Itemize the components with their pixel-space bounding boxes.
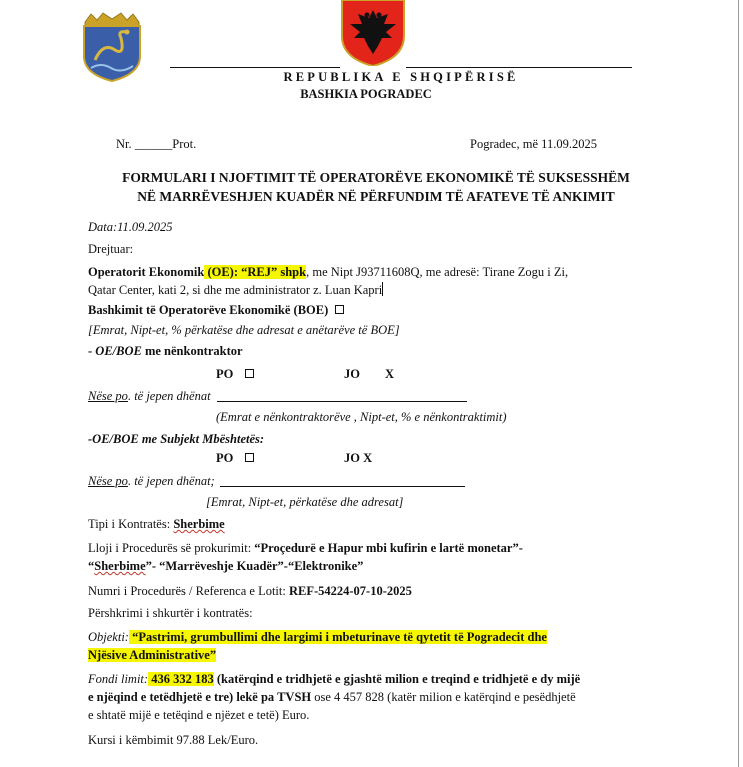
header-rule-right	[406, 67, 632, 68]
operator-details-1: , me Nipt J93711608Q, me adresë: Tirane Zogu i Zi,	[306, 265, 569, 279]
short-description-label: Përshkrimi i shkurtër i kontratës:	[88, 606, 253, 620]
sub-note: (Emrat e nënkontraktorëve , Nipt-et, % e nënkontraktimit)	[216, 410, 507, 424]
form-title-line-1: FORMULARI I NJOFTIMIT TË OPERATORËVE EKONOMIKË TË SUKSESSHËM	[122, 170, 630, 185]
addressed-to-label: Drejtuar:	[88, 242, 134, 256]
boe-note: [Emrat, Nipt-et, % përkatëse dhe adresat e anëtarëve të BOE]	[88, 323, 400, 337]
republic-heading: REPUBLIKA E SHQIPËRISË	[283, 70, 519, 84]
nr-blank: ______	[134, 137, 173, 151]
reference-value: REF-54224-07-10-2025	[288, 584, 412, 598]
subcontractor-heading: - OE/BOE me nënkontraktor	[88, 344, 243, 358]
fund-value: 436 332 183	[148, 672, 214, 686]
support-jo-option: JO X	[344, 451, 373, 465]
fund-label: Fondi limit:	[88, 672, 149, 686]
object-line-1	[88, 630, 646, 645]
contract-type-value: Sherbime	[173, 517, 225, 531]
protocol-number	[116, 137, 196, 152]
boe-label: Bashkimit të Operatorëve Ekonomikë (BOE)	[88, 303, 329, 317]
object-label: Objekti:	[88, 630, 129, 644]
support-po-option: PO	[216, 451, 254, 466]
boe-checkbox[interactable]	[335, 305, 344, 314]
sub-x-mark: X	[384, 367, 395, 381]
sub-jo-option: JO X	[344, 367, 395, 381]
object-text-2: Njësive Administrative”	[88, 648, 217, 662]
operator-label: Operatorit Ekonomik	[88, 265, 205, 279]
albania-coat-of-arms-icon	[340, 0, 406, 66]
operator-details-2: Qatar Center, kati 2, si dhe me administrator z. Luan Kapri	[88, 283, 383, 297]
fund-line-2: e njëqind e tetëdhjetë e tre) lekë pa TVSH ose 4 457 828 (katër milion e katërqind e pesëdhjetë	[88, 690, 576, 704]
fund-line-1: Fondi limit: 436 332 183 (katërqind e tridhjetë e gjashtë milion e treqind e tridhjetë e dy mijë	[88, 672, 581, 686]
sub-po-checkbox[interactable]	[245, 369, 254, 378]
contract-type: Tipi i Kontratës: Sherbime	[88, 517, 225, 531]
procedure-line-1: Lloji i Procedurës së prokurimit: “Proçedurë e Hapur mbi kufirin e lartë monetar”-	[88, 541, 523, 555]
text-cursor	[382, 282, 383, 296]
municipality-heading: BASHKIA POGRADEC	[300, 87, 432, 101]
support-details-line[interactable]	[220, 486, 465, 487]
pogradec-coat-of-arms-icon	[81, 12, 143, 82]
operator-line-1	[88, 265, 568, 280]
operator-name-highlight: (OE): “REJ” shpk	[204, 265, 307, 279]
fund-line-3: e shtatë mijë e tetëqind e njëzet e tetë) Euro.	[88, 708, 310, 722]
sub-po-option: PO	[216, 367, 254, 382]
operator-line-2	[88, 282, 383, 298]
object-line-2	[88, 648, 216, 663]
place-date: Pogradec, më 11.09.2025	[470, 137, 597, 151]
sub-details-line[interactable]	[217, 401, 467, 402]
procedure-line-2: “Sherbime”- “Marrëveshje Kuadër”-“Elektronike”	[88, 559, 364, 573]
object-text-1: “Pastrimi, grumbullimi dhe largimi i mbeturinave të qytetit të Pogradecit dhe	[128, 630, 547, 644]
exchange-rate: Kursi i këmbimit 97.88 Lek/Euro.	[88, 733, 259, 747]
support-po-checkbox[interactable]	[245, 453, 254, 462]
support-if-yes: Nëse po. të jepen dhënat;	[88, 474, 215, 488]
sub-if-yes: Nëse po. të jepen dhënat	[88, 389, 211, 403]
support-note: [Emrat, Nipt-et, përkatëse dhe adresat]	[206, 495, 404, 509]
nr-label: Nr.	[116, 137, 135, 151]
form-title-line-2: NË MARRËVESHJEN KUADËR NË PËRFUNDIM TË AFATEVE TË ANKIMIT	[137, 189, 615, 204]
header-rule-left	[170, 67, 340, 68]
prot-label: Prot.	[172, 137, 197, 151]
support-subject-heading: -OE/BOE me Subjekt Mbështetës:	[88, 432, 265, 446]
boe-line	[88, 303, 344, 318]
document-date: Data:11.09.2025	[88, 220, 173, 234]
procedure-reference: Numri i Procedurës / Referenca e Lotit: REF-54224-07-10-2025	[88, 584, 412, 598]
page-edge	[738, 0, 739, 767]
